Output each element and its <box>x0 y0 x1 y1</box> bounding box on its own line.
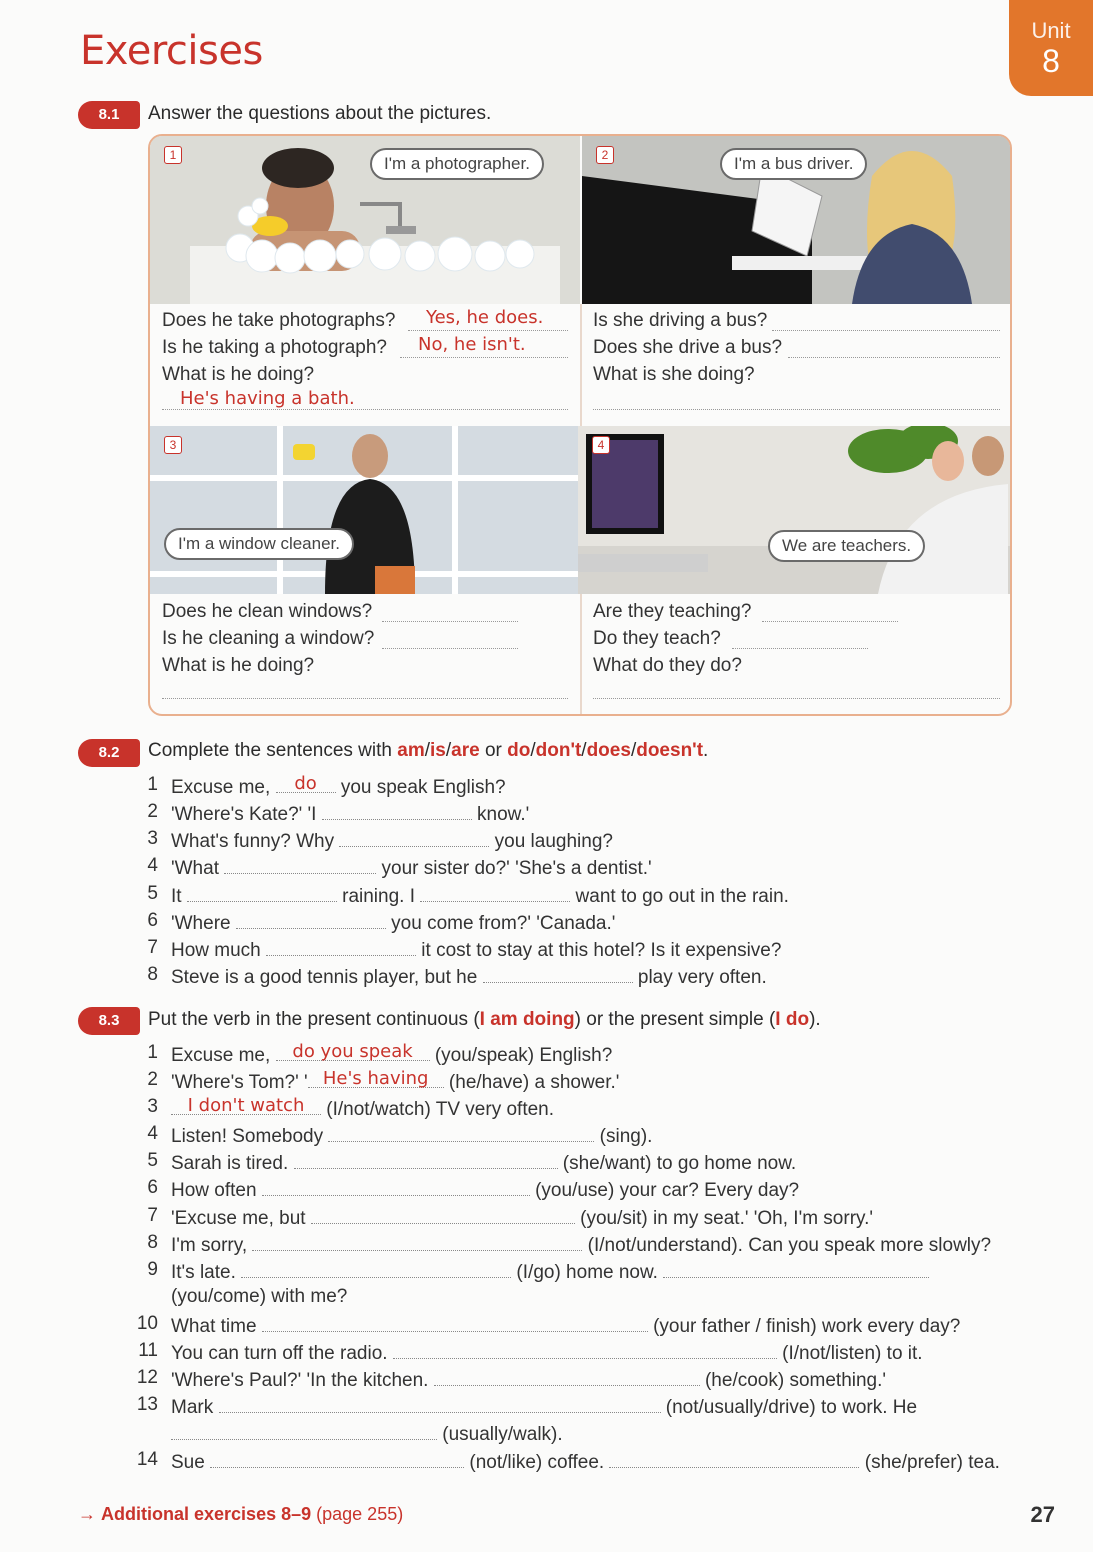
list-item: 'Where's Kate?' 'I know.' <box>171 801 529 826</box>
additional-exercises-link[interactable]: → Additional exercises 8–9 (page 255) <box>78 1504 404 1524</box>
question: What is he doing? <box>162 655 315 676</box>
item-number: 8 <box>147 1232 158 1253</box>
handwritten-answer: No, he isn't. <box>418 334 526 355</box>
list-item: I don't watch (I/not/watch) TV very often. <box>171 1096 554 1121</box>
item-number: 6 <box>147 910 158 931</box>
answer-field[interactable] <box>210 1449 464 1468</box>
answer-line[interactable] <box>162 409 568 410</box>
list-item: Sue (not/like) coffee. (she/prefer) tea. <box>171 1449 1000 1474</box>
answer-line[interactable] <box>162 698 568 699</box>
panel-number-1: 1 <box>164 146 182 164</box>
answer-line[interactable] <box>762 621 898 622</box>
item-number: 9 <box>147 1259 158 1280</box>
unit-tab <box>1009 0 1093 96</box>
answer-field[interactable]: He's having <box>308 1069 444 1088</box>
list-item: Sarah is tired. (she/want) to go home now. <box>171 1150 796 1175</box>
answer-field[interactable] <box>434 1367 700 1386</box>
list-item: 'Excuse me, but (you/sit) in my seat.' 'Oh, I'm sorry.' <box>171 1205 873 1230</box>
answer-line[interactable] <box>382 621 518 622</box>
list-item: 'What your sister do?' 'She's a dentist.' <box>171 855 652 880</box>
list-item: I'm sorry, (I/not/understand). Can you speak more slowly? <box>171 1232 991 1257</box>
answer-field[interactable] <box>420 883 570 902</box>
answer-line[interactable] <box>732 648 868 649</box>
panel-number-2: 2 <box>596 146 614 164</box>
answer-line[interactable] <box>408 330 568 331</box>
list-item: 'Where's Paul?' 'In the kitchen. (he/cook) something.' <box>171 1367 886 1392</box>
speech-bubble-4: We are teachers. <box>768 530 925 562</box>
list-item: Mark (not/usually/drive) to work. He <box>171 1394 917 1419</box>
answer-line[interactable] <box>593 409 1000 410</box>
list-item: What's funny? Why you laughing? <box>171 828 613 853</box>
tv-illustration <box>578 426 1010 594</box>
list-item: Listen! Somebody (sing). <box>171 1123 652 1148</box>
list-item-continued: (you/come) with me? <box>171 1286 348 1307</box>
item-number: 2 <box>147 801 158 822</box>
question: Does he take photographs? <box>162 310 396 331</box>
handwritten-answer: He's having a bath. <box>180 388 355 409</box>
answer-field[interactable] <box>224 855 376 874</box>
panel-number-3: 3 <box>164 436 182 454</box>
question: Does he clean windows? <box>162 601 373 622</box>
answer-field[interactable] <box>663 1259 929 1278</box>
exercise-badge-8-3: 8.3 <box>78 1007 140 1035</box>
handwritten-answer: Yes, he does. <box>426 307 544 328</box>
picture-3 <box>150 426 580 594</box>
answer-field[interactable] <box>236 910 386 929</box>
answer-field[interactable] <box>483 964 633 983</box>
item-number: 4 <box>147 1123 158 1144</box>
item-number: 8 <box>147 964 158 985</box>
answer-field[interactable] <box>294 1150 558 1169</box>
item-number: 3 <box>147 1096 158 1117</box>
exercise-8-1-instruction: Answer the questions about the pictures. <box>148 103 492 124</box>
question: Are they teaching? <box>593 601 752 622</box>
item-number: 1 <box>147 1042 158 1063</box>
answer-field[interactable] <box>393 1340 777 1359</box>
list-item: It's late. (I/go) home now. <box>171 1259 929 1284</box>
panel-number-4: 4 <box>592 436 610 454</box>
list-item: It raining. I want to go out in the rain. <box>171 883 789 908</box>
question: Do they teach? <box>593 628 721 649</box>
answer-field[interactable] <box>187 883 337 902</box>
answer-line[interactable] <box>788 357 1000 358</box>
item-number: 5 <box>147 883 158 904</box>
item-number: 7 <box>147 937 158 958</box>
divider <box>580 304 582 426</box>
picture-2 <box>582 136 1010 304</box>
answer-field[interactable]: I don't watch <box>171 1096 321 1115</box>
exercise-badge-8-2: 8.2 <box>78 739 140 767</box>
speech-bubble-1: I'm a photographer. <box>370 148 544 180</box>
exercise-8-3-instruction: Put the verb in the present continuous (I am doing) or the present simple (I do). <box>148 1009 821 1030</box>
list-item: How often (you/use) your car? Every day? <box>171 1177 799 1202</box>
question: What do they do? <box>593 655 742 676</box>
item-number: 12 <box>136 1367 158 1388</box>
item-number: 14 <box>136 1449 158 1470</box>
answer-field[interactable] <box>241 1259 511 1278</box>
question: Is he cleaning a window? <box>162 628 375 649</box>
list-item: Steve is a good tennis player, but he play very often. <box>171 964 767 989</box>
item-number: 11 <box>138 1340 158 1361</box>
answer-field[interactable] <box>311 1205 575 1224</box>
answer-field[interactable] <box>219 1394 661 1413</box>
list-item: 'Where's Tom?' ' He's having (he/have) a shower.' <box>171 1068 620 1093</box>
list-item: Excuse me, do you speak (you/speak) English? <box>171 1041 613 1066</box>
answer-field[interactable] <box>262 1313 648 1332</box>
page-number: 27 <box>1030 1502 1055 1527</box>
answer-field[interactable] <box>339 828 489 847</box>
answer-line[interactable] <box>382 648 518 649</box>
list-item-continued: (usually/walk). <box>171 1421 563 1446</box>
answer-field[interactable] <box>322 801 472 820</box>
item-number: 4 <box>147 855 158 876</box>
answer-line[interactable] <box>593 698 1000 699</box>
answer-field[interactable] <box>609 1449 859 1468</box>
picture-4 <box>578 426 1010 594</box>
question: Is he taking a photograph? <box>162 337 388 358</box>
answer-field[interactable] <box>252 1232 582 1251</box>
item-number: 2 <box>147 1069 158 1090</box>
answer-field[interactable] <box>171 1421 437 1440</box>
item-number: 6 <box>147 1177 158 1198</box>
arrow-right-icon: → <box>78 1504 96 1524</box>
unit-number: 8 <box>1042 43 1060 79</box>
list-item: How much it cost to stay at this hotel? Is it expensive? <box>171 937 781 962</box>
answer-line[interactable] <box>400 357 568 358</box>
list-item: 'Where you come from?' 'Canada.' <box>171 910 615 935</box>
answer-field[interactable] <box>266 937 416 956</box>
list-item: You can turn off the radio. (I/not/listen) to it. <box>171 1340 923 1365</box>
list-item: What time (your father / finish) work every day? <box>171 1313 960 1338</box>
exercise-8-1-box <box>148 134 1012 716</box>
answer-line[interactable] <box>772 330 1000 331</box>
window-cleaner-illustration <box>150 426 580 594</box>
exercise-8-2-instruction: Complete the sentences with am/is/are or do/don't/does/doesn't. <box>148 740 709 761</box>
question: What is he doing? <box>162 364 315 385</box>
divider <box>580 594 582 714</box>
speech-bubble-3: I'm a window cleaner. <box>164 528 354 560</box>
answer-field[interactable]: do you speak <box>276 1042 430 1061</box>
answer-field[interactable] <box>328 1123 594 1142</box>
item-number: 10 <box>136 1313 158 1334</box>
picture-1 <box>150 136 580 304</box>
answer-field[interactable] <box>262 1177 530 1196</box>
page-title: Exercises <box>80 28 263 74</box>
question: Does she drive a bus? <box>593 337 783 358</box>
item-number: 5 <box>147 1150 158 1171</box>
question: What is she doing? <box>593 364 755 385</box>
unit-label: Unit <box>1031 18 1071 43</box>
question: Is she driving a bus? <box>593 310 768 331</box>
list-item: Excuse me, do you speak English? <box>171 773 506 798</box>
item-number: 13 <box>136 1394 158 1415</box>
answer-field[interactable]: do <box>276 774 336 793</box>
speech-bubble-2: I'm a bus driver. <box>720 148 867 180</box>
item-number: 3 <box>147 828 158 849</box>
item-number: 1 <box>147 774 158 795</box>
item-number: 7 <box>147 1205 158 1226</box>
exercise-badge-8-1: 8.1 <box>78 101 140 129</box>
